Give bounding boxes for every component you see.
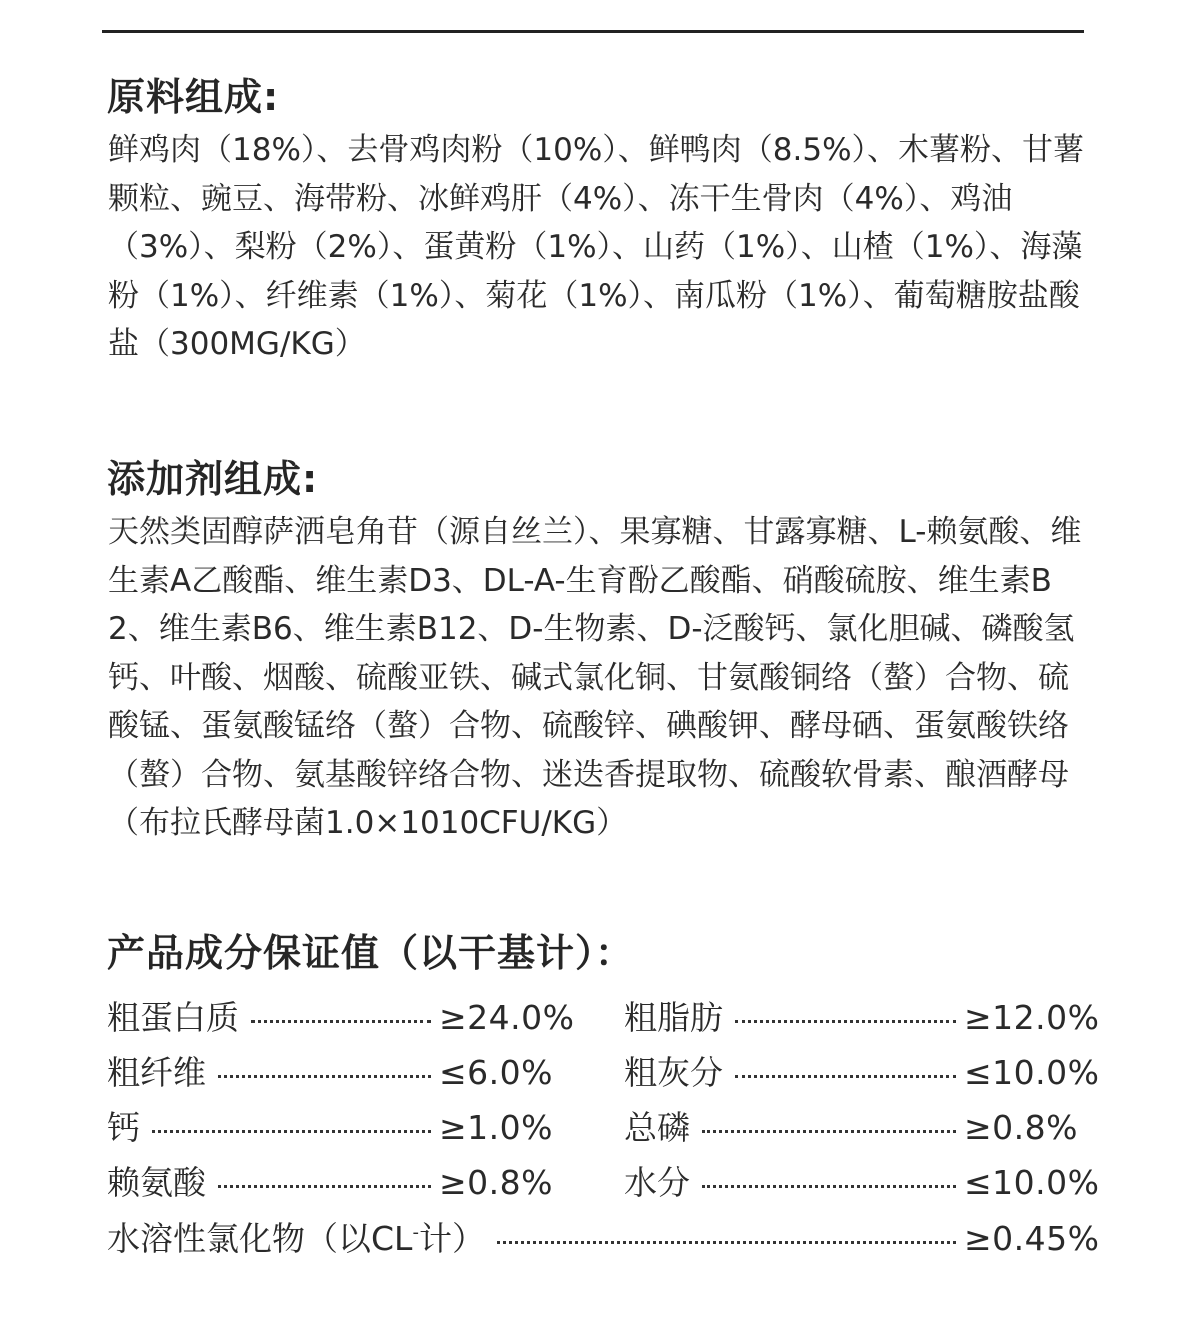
nutrient-row-crude-protein [107, 992, 575, 1040]
nutrient-label: 粗灰分 [624, 1053, 723, 1092]
dot-leader [218, 1074, 431, 1078]
nutrient-label: 总磷 [624, 1108, 690, 1147]
nutrient-value: ≥12.0% [964, 998, 1100, 1037]
nutrient-label: 粗蛋白质 [107, 998, 239, 1037]
nutrient-value: ≤6.0% [439, 1053, 553, 1092]
nutrient-value: ≤10.0% [964, 1163, 1100, 1202]
nutrient-label: 水溶性氯化物（以CL-计） [107, 1219, 485, 1258]
nutrient-row-crude-ash [624, 1047, 1100, 1095]
nutrient-row-total-phosphorus [624, 1102, 1084, 1150]
raw-materials-text: 鲜鸡肉（18%）、去骨鸡肉粉（10%）、鲜鸭肉（8.5%）、木薯粉、甘薯颗粒、豌豆、海带粉、冰鲜鸡肝（4%）、冻干生骨肉（4%）、鸡油（3%）、梨粉（2%）、蛋黄粉（1%）、山药（1%）、山楂（1%）、海藻粉（1%）、纤维素（1%）、菊花（1%）、南瓜粉（1%）、葡萄糖胺盐酸盐（300MG/KG） [108, 132, 1085, 362]
guaranteed-analysis-heading: 产品成分保证值（以干基计）： [107, 931, 635, 975]
nutrient-row-calcium [107, 1102, 567, 1150]
nutrient-label: 水分 [624, 1163, 690, 1202]
nutrient-label: 赖氨酸 [107, 1163, 206, 1202]
nutrient-row-water-soluble-chloride [107, 1213, 1100, 1261]
nutrient-value: ≥1.0% [439, 1108, 553, 1147]
nutrient-value: ≥0.8% [964, 1108, 1078, 1147]
nutrient-value: ≤10.0% [964, 1053, 1100, 1092]
raw-materials-heading: 原料组成: [107, 75, 280, 119]
nutrient-value: ≥0.45% [964, 1219, 1100, 1258]
nutrient-value: ≥24.0% [439, 998, 575, 1037]
additives-heading: 添加剂组成: [107, 457, 319, 501]
dot-leader [735, 1074, 956, 1078]
dot-leader [218, 1184, 431, 1188]
dot-leader [735, 1019, 956, 1023]
dot-leader [152, 1129, 431, 1133]
additives-text: 天然类固醇萨洒皂角苷（源自丝兰）、果寡糖、甘露寡糖、L-赖氨酸、维生素A乙酸酯、维生素D3、DL-A-生育酚乙酸酯、硝酸硫胺、维生素B2、维生素B6、维生素B12、D-生物素、D-泛酸钙、氯化胆碱、磷酸氢钙、叶酸、烟酸、硫酸亚铁、碱式氯化铜、甘氨酸铜络（螯）合物、硫酸锰、蛋氨酸锰络（螯）合物、硫酸锌、碘酸钾、酵母硒、蛋氨酸铁络（螯）合物、氨基酸锌络合物、迷迭香提取物、硫酸软骨素、酿酒酵母（布拉氏酵母菌1.0×1010CFU/KG） [108, 514, 1082, 841]
nutrient-row-crude-fiber [107, 1047, 567, 1095]
dot-leader [702, 1184, 956, 1188]
dot-leader [497, 1240, 956, 1244]
nutrient-label: 钙 [107, 1108, 140, 1147]
nutrient-row-lysine [107, 1157, 567, 1205]
top-divider [102, 30, 1084, 33]
nutrient-label: 粗脂肪 [624, 998, 723, 1037]
nutrient-value: ≥0.8% [439, 1163, 553, 1202]
nutrient-row-moisture [624, 1157, 1100, 1205]
nutrient-row-crude-fat [624, 992, 1100, 1040]
dot-leader [702, 1129, 956, 1133]
dot-leader [251, 1019, 431, 1023]
nutrient-label: 粗纤维 [107, 1053, 206, 1092]
